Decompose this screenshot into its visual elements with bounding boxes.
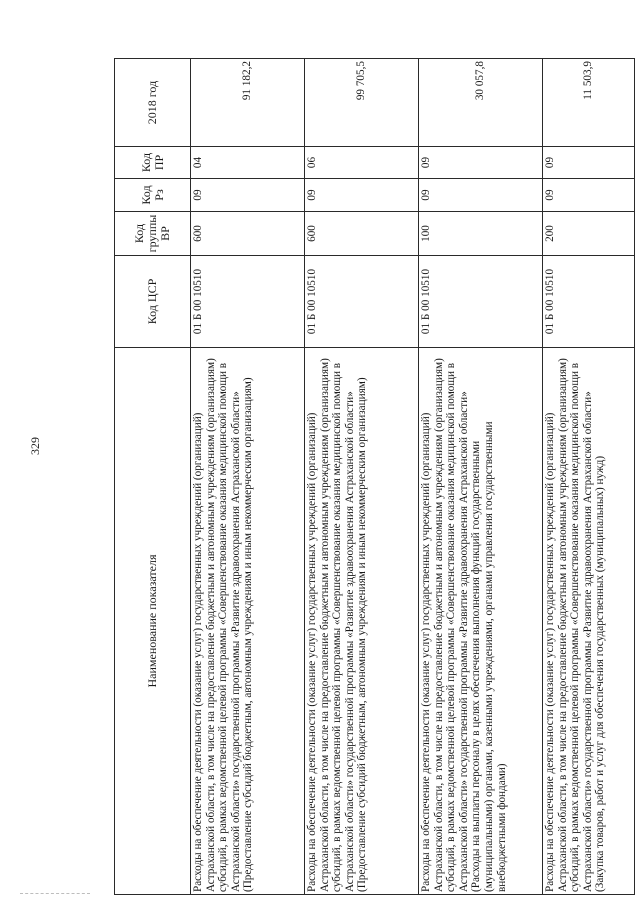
row-value: 91 182,2 <box>191 59 305 147</box>
header-year: 2018 год <box>115 59 191 147</box>
row-pr: 09 <box>419 147 543 179</box>
header-rz: Код Рз <box>115 179 191 212</box>
row-rz: 09 <box>419 179 543 212</box>
row-name: Расходы на обеспечение деятельности (оказание услуг) государственных учреждений (организаций) Астраханской области, в том числе на предоставление бюджетным и автономным учреждениям (организациям) субсидий, в рамках ведомственной целевой программы «Совершенствование оказания медицинской помощи в Астраханской области» государственной программы «Развитие здравоохранения Астраханской области» (Предоставление субсидий бюджетным, автономным учреждениям и иным некоммерческим организациям) <box>305 348 419 895</box>
table-row <box>543 59 635 895</box>
table-header-row <box>115 59 191 895</box>
row-value: 99 705,5 <box>305 59 419 147</box>
page-number: 329 <box>28 437 42 455</box>
table-row <box>305 59 419 895</box>
table-row <box>419 59 543 895</box>
row-pr: 09 <box>543 147 635 179</box>
budget-table <box>114 58 635 895</box>
row-value: 11 503,9 <box>543 59 635 147</box>
row-rz: 09 <box>543 179 635 212</box>
row-name: Расходы на обеспечение деятельности (оказание услуг) государственных учреждений (организаций) Астраханской области, в том числе на предоставление бюджетным и автономным учреждениям (организациям) субсидий, в рамках ведомственной целевой программы «Совершенствование оказания медицинской помощи в Астраханской области» государственной программы «Развитие здравоохранения Астраханской области» (Закупка товаров, работ и услуг для обеспечения государственных (муниципальных) нужд) <box>543 348 635 895</box>
rotated-table-wrapper <box>114 59 634 895</box>
row-vr: 100 <box>419 212 543 256</box>
row-csr: 01 Б 00 10510 <box>305 256 419 348</box>
header-vr: Код группы ВР <box>115 212 191 256</box>
header-name: Наименование показателя <box>115 348 191 895</box>
row-csr: 01 Б 00 10510 <box>419 256 543 348</box>
row-name: Расходы на обеспечение деятельности (оказание услуг) государственных учреждений (организаций) Астраханской области, в том числе на предоставление бюджетным и автономным учреждениям (организациям) субсидий, в рамках ведомственной целевой программы «Совершенствование оказания медицинской помощи в Астраханской области» государственной программы «Развитие здравоохранения Астраханской области» (Расходы на выплаты персоналу в целях обеспечения выполнения функций государственными (муниципальными) органами, казенными учреждениями, органами управления государственными внебюджетными фондами) <box>419 348 543 895</box>
row-pr: 04 <box>191 147 305 179</box>
row-name: Расходы на обеспечение деятельности (оказание услуг) государственных учреждений (организаций) Астраханской области, в том числе на предоставление бюджетным и автономным учреждениям (организациям) субсидий, в рамках ведомственной целевой программы «Совершенствование оказания медицинской помощи в Астраханской области» государственной программы «Развитие здравоохранения Астраханской области» (Предоставление субсидий бюджетным, автономным учреждениям и иным некоммерческим организациям) <box>191 348 305 895</box>
row-pr: 06 <box>305 147 419 179</box>
row-rz: 09 <box>305 179 419 212</box>
row-vr: 200 <box>543 212 635 256</box>
row-csr: 01 Б 00 10510 <box>191 256 305 348</box>
row-rz: 09 <box>191 179 305 212</box>
row-csr: 01 Б 00 10510 <box>543 256 635 348</box>
row-vr: 600 <box>305 212 419 256</box>
footer-divider <box>20 893 90 894</box>
row-vr: 600 <box>191 212 305 256</box>
header-csr: Код ЦСР <box>115 256 191 348</box>
header-pr: Код ПР <box>115 147 191 179</box>
table-row <box>191 59 305 895</box>
row-value: 30 057,8 <box>419 59 543 147</box>
